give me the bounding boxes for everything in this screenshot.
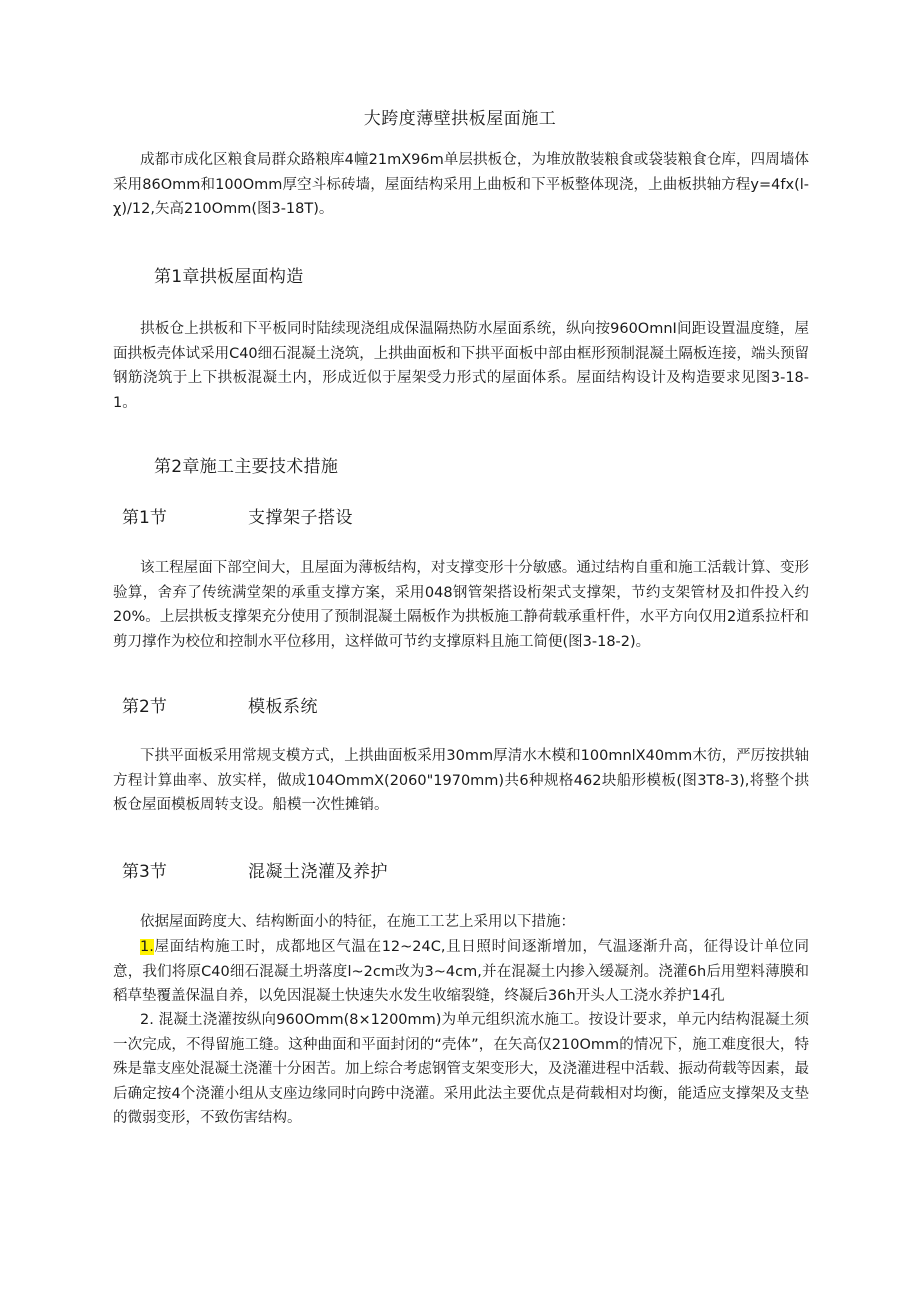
chapter-1-text: 拱板仓上拱板和下平板同时陆续现浇组成保温隔热防水屋面系统，纵向按960OmnI间距设置温度缝，屋面拱板壳体试采用C40细石混凝土浇筑，上拱曲面板和下拱平面板中部由框形预制混凝土隔板连接，端头预留钢筋浇筑于上下拱板混凝土内，形成近似于屋架受力形式的屋面体系。屋面结构设计及构造要求见图3-18-1。 — [113, 321, 809, 411]
section-3-item-1 — [113, 935, 809, 1009]
chapter-2-heading: 第2章施工主要技术措施 — [154, 457, 339, 477]
item-1-marker: 1. — [140, 939, 154, 955]
chapter-1-heading: 第1章拱板屋面构造 — [154, 267, 304, 287]
section-2-paragraph — [113, 744, 809, 818]
section-3-intro-text: 依据屋面跨度大、结构断面小的特征，在施工工艺上采用以下措施： — [140, 914, 575, 930]
section-3-title: 混凝土浇灌及养护 — [248, 862, 388, 882]
item-1-text: 屋面结构施工时，成都地区气温在12~24C,且日照时间逐渐增加，气温逐渐升高，征得设计单位同意，我们将原C40细石混凝土坍落度l~2cm改为3~4cm,并在混凝土内掺入缓凝剂。浇灌6h后用塑料薄膜和稻草垫覆盖保温自养，以免因混凝土快速失水发生收缩裂缝，终凝后36h开头人工浇水养护14孔 — [113, 939, 809, 1004]
section-3-item-2 — [113, 1008, 809, 1131]
section-1-text: 该工程屋面下部空间大，且屋面为薄板结构，对支撑变形十分敏感。通过结构自重和施工活载计算、变形验算，舍弃了传统满堂架的承重支撑方案，采用048钢管架搭设桁架式支撑架，节约支架管材及扣件投入约20%。上层拱板支撑架充分使用了预制混凝土隔板作为拱板施工静荷载承重杆件，水平方向仅用2道系拉杆和剪刀撑作为校位和控制水平位移用，这样做可节约支撑原料且施工简便(图3-18-2)。 — [113, 560, 809, 650]
section-2-number: 第2节 — [122, 697, 167, 717]
section-3-intro — [113, 910, 809, 935]
section-1-title: 支撑架子搭设 — [248, 508, 353, 528]
section-1-number: 第1节 — [122, 508, 167, 528]
section-3-number: 第3节 — [122, 862, 167, 882]
document-title: 大跨度薄壁拱板屋面施工 — [363, 109, 557, 129]
section-1-paragraph — [113, 556, 809, 654]
intro-paragraph — [113, 148, 809, 222]
chapter-1-paragraph — [113, 317, 809, 415]
item-2-text: 2. 混凝土浇灌按纵向960Omm(8×1200mm)为单元组织流水施工。按设计要求，单元内结构混凝土须一次完成，不得留施工缝。这种曲面和平面封闭的“壳体”，在矢高仅210Omm的情况下，施工难度很大，特殊是靠支座处混凝土浇灌十分困苦。加上综合考虑钢管支架变形大，及浇灌进程中活载、振动荷载等因素，最后确定按4个浇灌小组从支座边缘同时向跨中浇灌。采用此法主要优点是荷载相对均衡，能适应支撑架及支垫的微弱变形，不致伤害结构。 — [113, 1012, 809, 1126]
section-2-text: 下拱平面板采用常规支模方式，上拱曲面板采用30mm厚清水木模和100mnlX40mm木彷，严厉按拱轴方程计算曲率、放实样，做成104OmmX(2060"1970mm)共6种规格462块船形模板(图3T8-3),将整个拱板仓屋面模板周转支设。船模一次性摊销。 — [113, 748, 809, 813]
section-2-title: 模板系统 — [248, 697, 318, 717]
intro-text: 成都市成化区粮食局群众路粮库4幢21mX96m单层拱板仓，为堆放散装粮食或袋装粮食仓库，四周墙体采用86Omm和100Omm厚空斗标砖墙，屋面结构采用上曲板和下平板整体现浇，上曲板拱轴方程y=4fx(l-χ)/12,矢高210Omm(图3-18T)。 — [113, 152, 809, 217]
